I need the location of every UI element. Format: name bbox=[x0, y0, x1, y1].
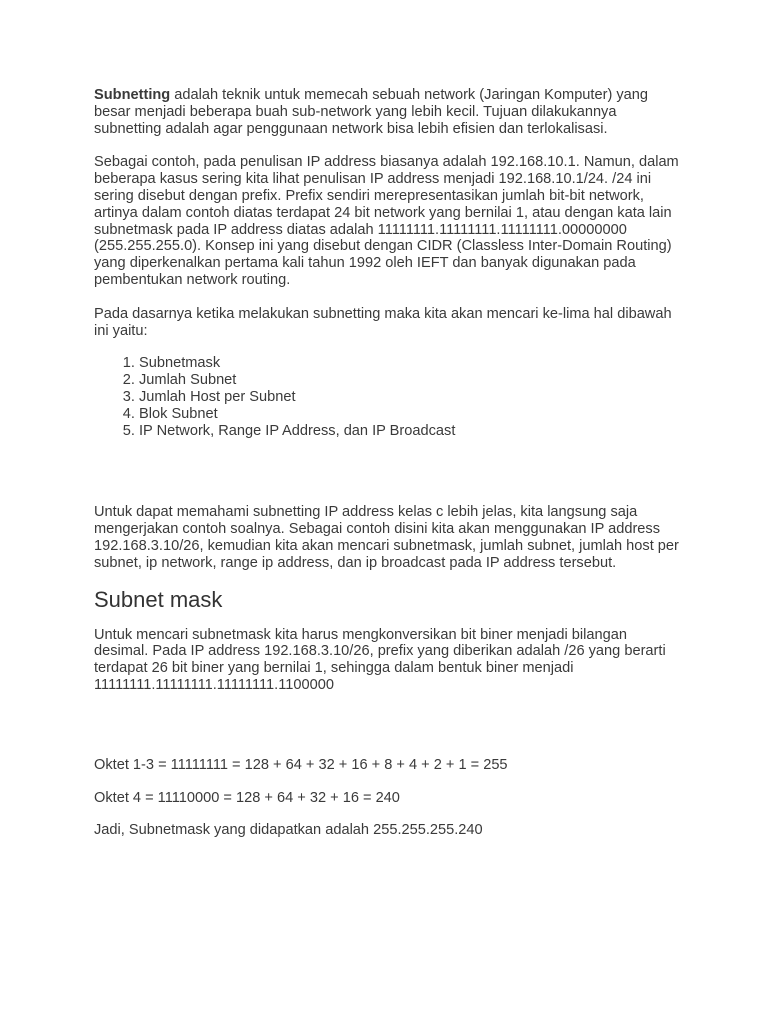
octet-1-3-line: Oktet 1-3 = 11111111 = 128 + 64 + 32 + 16 + 8 + 4 + 2 + 1 = 255 bbox=[94, 756, 508, 773]
intro-text: adalah teknik untuk memecah sebuah network (Jaringan Komputer) yang besar menjadi beberapa buah sub-network yang lebih kecil. Tujuan dilakukannya subnetting adalah agar penggunaan network bisa lebih efisien dan terlokalisasi. bbox=[94, 87, 649, 137]
intro-paragraph bbox=[94, 87, 684, 137]
list-intro-paragraph: Pada dasarnya ketika melakukan subnetting maka kita akan mencari ke-lima hal dibawah ini yaitu: bbox=[94, 305, 672, 339]
list-item: 5. IP Network, Range IP Address, dan IP Broadcast bbox=[139, 423, 684, 440]
example-paragraph: Untuk dapat memahami subnetting IP address kelas c lebih jelas, kita langsung saja mengerjakan contoh soalnya. Sebagai contoh disini kita akan menggunakan IP address 192.168.3.10/26, kemudian kita akan mencari subnetmask, jumlah subnet, jumlah host per subnet, ip network, range ip address, dan ip broadcast pada IP address tersebut. bbox=[94, 504, 679, 571]
document-page bbox=[94, 87, 684, 839]
list-item: 3. Jumlah Host per Subnet bbox=[139, 389, 684, 406]
octet-4-line: Oktet 4 = 11110000 = 128 + 64 + 32 + 16 = 240 bbox=[94, 789, 400, 806]
conclusion-line: Jadi, Subnetmask yang didapatkan adalah 255.255.255.240 bbox=[94, 822, 483, 839]
list-item: 1. Subnetmask bbox=[139, 355, 684, 372]
section-heading: Subnet mask bbox=[94, 586, 223, 612]
intro-term: Subnetting bbox=[94, 87, 171, 103]
list-item: 2. Jumlah Subnet bbox=[139, 372, 684, 389]
list-item: 4. Blok Subnet bbox=[139, 406, 684, 423]
subnetting-steps-list bbox=[94, 355, 684, 439]
cidr-paragraph: Sebagai contoh, pada penulisan IP address biasanya adalah 192.168.10.1. Namun, dalam beberapa kasus sering kita lihat penulisan IP address menjadi 192.168.10.1/24. /24 ini sering disebut dengan prefix. Prefix sendiri merepresentasikan jumlah bit-bit network, artinya dalam contoh diatas terdapat 24 bit network yang bernilai 1, atau dengan kata lain subnetmask pada IP address diatas adalah 11111111.11111111.11111111.00000000 (255.255.255.0). Konsep ini yang disebut dengan CIDR (Classless Inter-Domain Routing) yang diperkenalkan pertama kali tahun 1992 oleh IEFT dan banyak digunakan pada pembentukan network routing. bbox=[94, 154, 679, 288]
subnetmask-paragraph: Untuk mencari subnetmask kita harus mengkonversikan bit biner menjadi bilangan desimal. Pada IP address 192.168.3.10/26, prefix yang diberikan adalah /26 yang berarti terdapat 26 bit biner yang bernilai 1, sehingga dalam bentuk biner menjadi 11111111.11111111.11111111.1100000 bbox=[94, 626, 666, 693]
